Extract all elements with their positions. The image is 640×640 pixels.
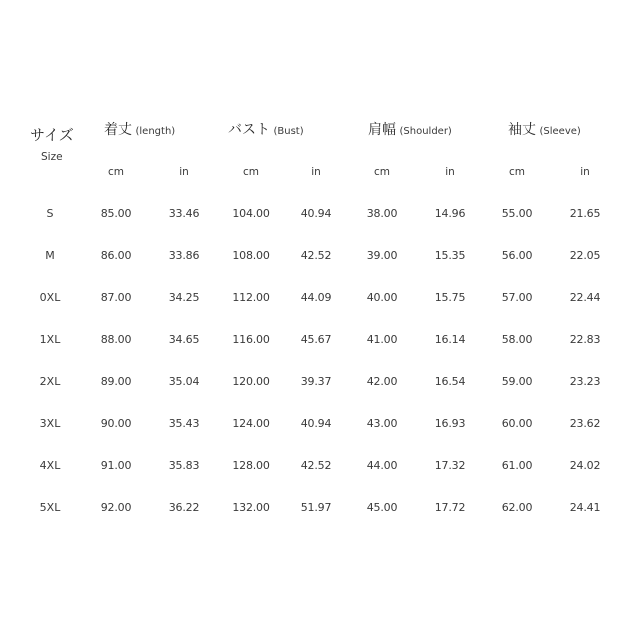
table-cell: 23.23 (569, 375, 601, 388)
size-label: M (45, 249, 55, 262)
table-cell: 45.00 (366, 501, 398, 514)
table-cell: 45.67 (300, 333, 332, 346)
table-cell: 42.00 (366, 375, 398, 388)
table-cell: 42.52 (300, 459, 332, 472)
table-cell: 35.04 (168, 375, 200, 388)
table-cell: 21.65 (569, 207, 601, 220)
table-cell: 60.00 (501, 417, 533, 430)
table-cell: 87.00 (100, 291, 132, 304)
size-label: 0XL (39, 291, 61, 304)
table-cell: 124.00 (232, 417, 270, 430)
size-label: 1XL (39, 333, 61, 346)
unit-label: cm (242, 166, 260, 178)
column-header-length (104, 119, 175, 139)
table-cell: 17.72 (434, 501, 466, 514)
table-cell: 44.00 (366, 459, 398, 472)
unit-label: cm (508, 166, 526, 178)
unit-label: cm (373, 166, 391, 178)
table-cell: 40.00 (366, 291, 398, 304)
table-cell: 108.00 (232, 249, 270, 262)
table-cell: 34.65 (168, 333, 200, 346)
table-cell: 35.83 (168, 459, 200, 472)
table-cell: 51.97 (300, 501, 332, 514)
size-label: 4XL (39, 459, 61, 472)
table-cell: 91.00 (100, 459, 132, 472)
table-cell: 55.00 (501, 207, 533, 220)
unit-label: in (179, 166, 189, 178)
table-cell: 86.00 (100, 249, 132, 262)
size-label: 3XL (39, 417, 61, 430)
table-cell: 59.00 (501, 375, 533, 388)
size-title: サイズ (30, 126, 74, 144)
table-cell: 41.00 (366, 333, 398, 346)
table-cell: 22.05 (569, 249, 601, 262)
column-header-shoulder (368, 119, 452, 139)
table-cell: 23.62 (569, 417, 601, 430)
table-cell: 120.00 (232, 375, 270, 388)
table-cell: 128.00 (232, 459, 270, 472)
table-cell: 17.32 (434, 459, 466, 472)
table-cell: 40.94 (300, 417, 332, 430)
table-cell: 35.43 (168, 417, 200, 430)
table-cell: 15.35 (434, 249, 466, 262)
table-cell: 116.00 (232, 333, 270, 346)
table-cell: 92.00 (100, 501, 132, 514)
column-header-shoulder-jp: 肩幅 (368, 122, 396, 138)
column-header-sleeve (508, 119, 581, 139)
table-cell: 33.86 (168, 249, 200, 262)
table-cell: 43.00 (366, 417, 398, 430)
table-cell: 34.25 (168, 291, 200, 304)
table-cell: 42.52 (300, 249, 332, 262)
table-cell: 40.94 (300, 207, 332, 220)
column-header-bust-jp: バスト (228, 122, 270, 138)
table-cell: 112.00 (232, 291, 270, 304)
column-header-sleeve-jp: 袖丈 (508, 122, 536, 138)
table-cell: 15.75 (434, 291, 466, 304)
table-cell: 61.00 (501, 459, 533, 472)
table-cell: 24.41 (569, 501, 601, 514)
unit-label: in (311, 166, 321, 178)
table-cell: 90.00 (100, 417, 132, 430)
column-header-bust (228, 119, 304, 139)
table-cell: 89.00 (100, 375, 132, 388)
table-cell: 58.00 (501, 333, 533, 346)
table-cell: 39.37 (300, 375, 332, 388)
table-cell: 33.46 (168, 207, 200, 220)
table-cell: 132.00 (232, 501, 270, 514)
table-cell: 62.00 (501, 501, 533, 514)
table-cell: 85.00 (100, 207, 132, 220)
unit-label: cm (107, 166, 125, 178)
table-cell: 44.09 (300, 291, 332, 304)
size-label: 5XL (39, 501, 61, 514)
table-cell: 88.00 (100, 333, 132, 346)
column-header-length-en: (length) (135, 126, 176, 137)
size-label: S (46, 207, 54, 220)
unit-label: in (445, 166, 455, 178)
size-subtitle: Size (41, 151, 63, 163)
size-label: 2XL (39, 375, 61, 388)
column-header-sleeve-en: (Sleeve) (539, 126, 581, 137)
table-cell: 16.54 (434, 375, 466, 388)
table-cell: 36.22 (168, 501, 200, 514)
table-cell: 16.14 (434, 333, 466, 346)
column-header-shoulder-en: (Shoulder) (399, 126, 452, 137)
table-cell: 14.96 (434, 207, 466, 220)
table-cell: 57.00 (501, 291, 533, 304)
table-cell: 24.02 (569, 459, 601, 472)
table-cell: 104.00 (232, 207, 270, 220)
column-header-length-jp: 着丈 (104, 122, 132, 138)
table-cell: 22.44 (569, 291, 601, 304)
table-cell: 56.00 (501, 249, 533, 262)
table-cell: 39.00 (366, 249, 398, 262)
column-header-bust-en: (Bust) (273, 126, 304, 137)
table-cell: 22.83 (569, 333, 601, 346)
table-cell: 16.93 (434, 417, 466, 430)
table-cell: 38.00 (366, 207, 398, 220)
unit-label: in (580, 166, 590, 178)
